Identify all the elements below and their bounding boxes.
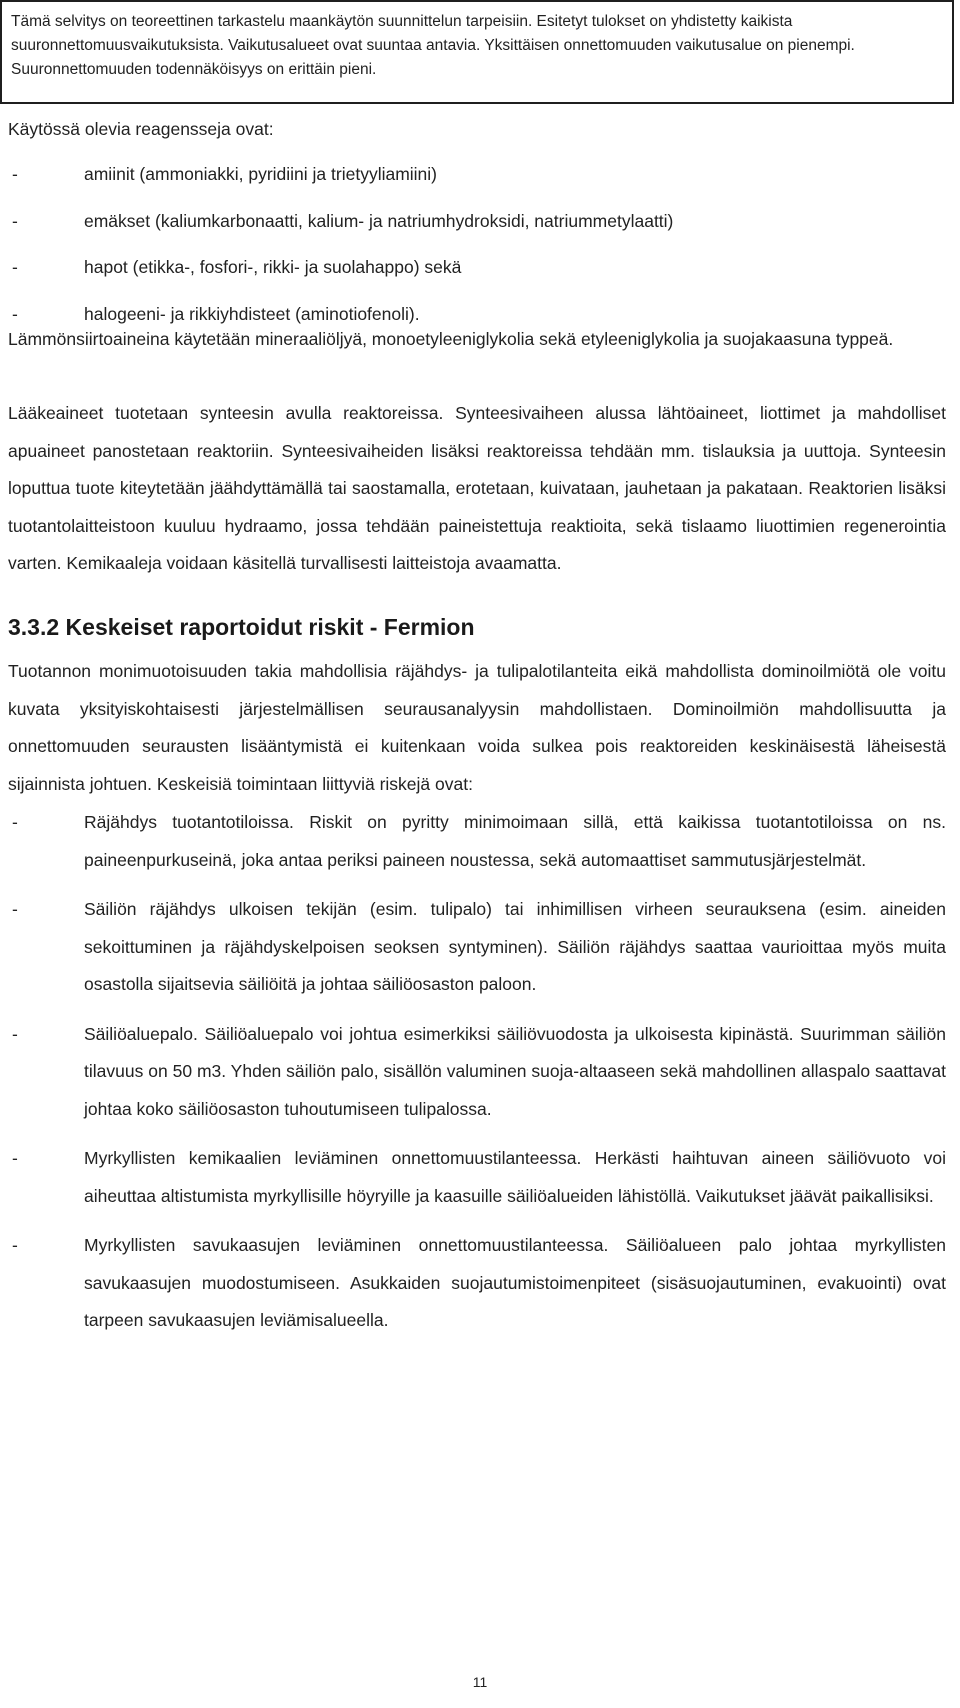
disclaimer-text: Tämä selvitys on teoreettinen tarkastelu maankäytön suunnittelun tarpeisiin. Esitetyt tulokset on yhdistetty kaikista suuronnettomuusvaikutuksista. Vaikutusalueet ovat suuntaa antavia. Yksittäisen onnettomuuden vaikutusalue on pienempi. Suuronnettomuuden todennäköisyys on erittäin pieni. [11,13,855,78]
list-item: - amiinit (ammoniakki, pyridiini ja trietyyliamiini) [8,151,946,198]
reagents-intro: Käytössä olevia reagensseja ovat: [8,119,274,139]
list-item: - Myrkyllisten savukaasujen leviäminen onnettomuustilanteessa. Säiliöalueen palo johtaa myrkyllisten savukaasujen muodostumiseen. Asukkaiden suojautumistoimenpiteet (sisäsuojautuminen, evakuointi) ovat tarpeen savukaasujen leviämisalueella. [8,1227,946,1340]
reagents-intro-block [8,111,946,149]
synthesis-paragraph: Lääkeaineet tuotetaan synteesin avulla reaktoreissa. Synteesivaiheen alussa lähtöaineet, liottimet ja mahdolliset apuaineet panostetaan reaktoriin. Synteesivaiheiden lisäksi reaktoreissa tehdään mm. tislauksia ja uuttoja. Synteesin loputtua tuote kiteytetään jäähdyttämällä tai saostamalla, erotetaan, kuivataan, jauhetaan ja pakataan. Reaktorien lisäksi tuotantolaitteistoon kuuluu hydraamo, jossa tehdään paineistettuja reaktioita, sekä tislaamo liuottimien regenerointia varten. Kemikaaleja voidaan käsitellä turvallisesti laitteistoja avaamatta. [8,403,946,573]
disclaimer-box [0,0,954,104]
list-item: - Räjähdys tuotantotiloissa. Riskit on pyritty minimoimaan sillä, että kaikissa tuotantotiloissa on ns. paineenpurkuseinä, joka antaa periksi paineen noustessa, sekä automaattiset sammutusjärjestelmät. [8,804,946,879]
page-number: 11 [472,1674,488,1690]
synthesis-block [8,395,946,583]
risks-intro-paragraph: Tuotannon monimuotoisuuden takia mahdollisia räjähdys- ja tulipalotilanteita eikä mahdollista dominoilmiötä ole voitu kuvata yksityiskohtaisesti järjestelmällisen seurausanalyysin mahdollistaen. Dominoilmiön mahdollisuutta ja onnettomuuden seurausten lisääntymistä ei kuitenkaan voida sulkea pois reaktoreiden keskinäisestä läheisestä sijainnista johtuen. Keskeisiä toimintaan liittyviä riskejä ovat: [8,661,946,794]
section-heading: 3.3.2 Keskeiset raportoidut riskit - Fermion [8,614,475,640]
list-item: - Säiliön räjähdys ulkoisen tekijän (esim. tulipalo) tai inhimillisen virheen seurauksena (esim. aineiden sekoittuminen ja räjähdyskelpoisen seoksen syntyminen). Säiliön räjähdys saattaa vaurioittaa myös muita osastolla sijaitsevia säiliöitä ja johtaa säiliöosaston paloon. [8,891,946,1004]
heat-transfer-block [8,321,946,359]
list-item: - hapot (etikka-, fosfori-, rikki- ja suolahappo) sekä [8,244,946,291]
list-item: - Säiliöaluepalo. Säiliöaluepalo voi johtua esimerkiksi säiliövuodosta ja ulkoisesta kipinästä. Suurimman säiliön tilavuus on 50 m3. Yhden säiliön palo, sisällön valuminen suoja-altaaseen sekä mahdollinen allaspalo saattavat johtaa koko säiliöosaston tuhoutumiseen tulipalossa. [8,1016,946,1129]
risks-intro-block [8,653,946,803]
reagents-list [8,151,946,337]
list-item: - emäkset (kaliumkarbonaatti, kalium- ja natriumhydroksidi, natriummetylaatti) [8,198,946,245]
heat-transfer-paragraph: Lämmönsiirtoaineina käytetään mineraaliöljyä, monoetyleeniglykolia sekä etyleeniglykolia ja suojakaasuna typpeä. [8,329,894,349]
risks-list [8,804,946,1352]
list-item: - Myrkyllisten kemikaalien leviäminen onnettomuustilanteessa. Herkästi haihtuvan aineen säiliövuoto voi aiheuttaa altistumista myrkyllisille höyryille ja kaasuille säiliöalueiden lähistöllä. Vaikutukset jäävät paikallisiksi. [8,1140,946,1215]
list-item: - halogeeni- ja rikkiyhdisteet (aminotiofenoli). [8,291,946,338]
